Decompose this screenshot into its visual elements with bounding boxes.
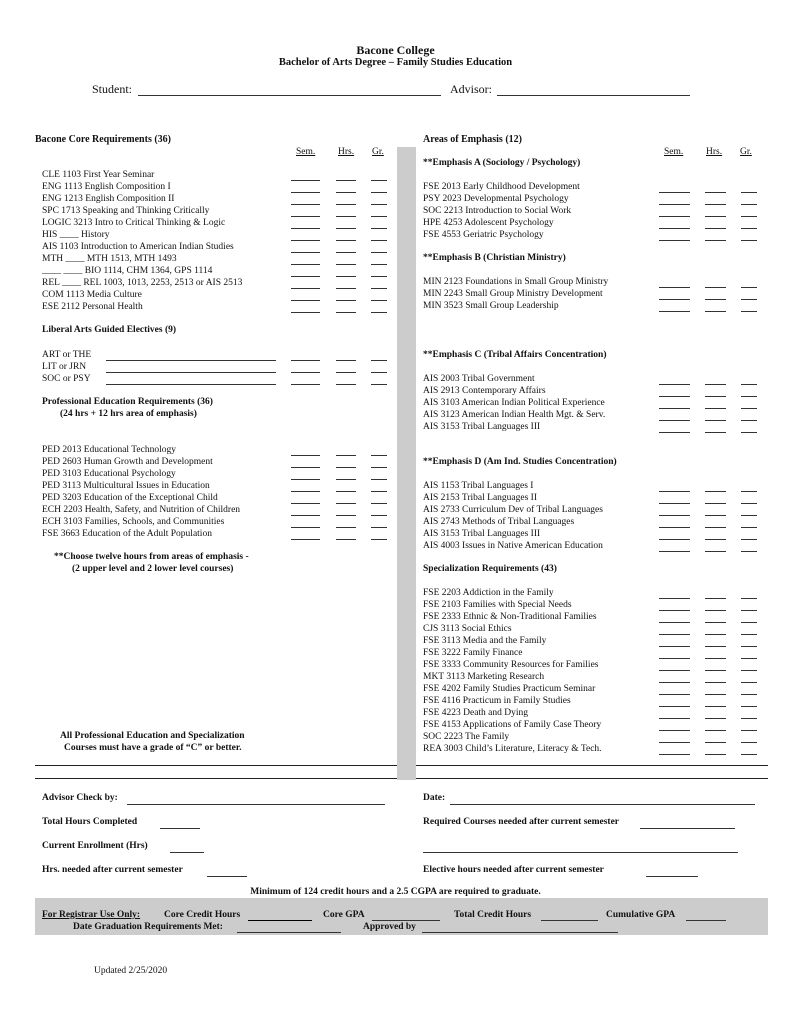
- core-gpa-label: Core GPA: [323, 910, 365, 920]
- emphasis-d-row: AIS 2743 Methods of Tribal Languages: [423, 517, 575, 527]
- elective-hours-label: Elective hours needed after current semester: [423, 865, 604, 875]
- specialization-heading: Specialization Requirements (43): [423, 564, 557, 574]
- rule-2-left: [35, 778, 397, 779]
- hrs-blank[interactable]: [705, 730, 726, 731]
- sem-blank[interactable]: [659, 515, 690, 516]
- specialization-row: SOC 2223 The Family: [423, 732, 510, 742]
- hrs-blank[interactable]: [336, 539, 356, 540]
- core-course-row: ENG 1113 English Composition I: [42, 182, 171, 192]
- sem-blank[interactable]: [659, 646, 690, 647]
- sem-blank[interactable]: [291, 204, 320, 205]
- gr-blank[interactable]: [741, 192, 757, 193]
- gr-blank[interactable]: [371, 240, 387, 241]
- hrs-blank[interactable]: [705, 192, 726, 193]
- hrs-blank[interactable]: [336, 384, 356, 385]
- date-field[interactable]: [450, 804, 755, 805]
- gr-blank[interactable]: [741, 503, 757, 504]
- hrs-blank[interactable]: [705, 287, 726, 288]
- degree-subtitle: Bachelor of Arts Degree – Family Studies Education: [278, 57, 513, 68]
- student-field[interactable]: [138, 95, 441, 96]
- date-met-label: Date Graduation Requirements Met:: [73, 922, 223, 932]
- sem-blank[interactable]: [291, 372, 320, 373]
- sem-blank[interactable]: [291, 515, 320, 516]
- hrs-blank[interactable]: [705, 503, 726, 504]
- choose-note-2: (2 upper level and 2 lower level courses): [72, 564, 234, 574]
- sem-blank[interactable]: [659, 491, 690, 492]
- gr-blank[interactable]: [371, 491, 387, 492]
- core-course-row: ESE 2112 Personal Health: [42, 302, 143, 312]
- core-credit-label: Core Credit Hours: [164, 910, 241, 920]
- core-gpa-field[interactable]: [372, 920, 440, 921]
- emphasis-a-row: PSY 2023 Developmental Psychology: [423, 194, 569, 204]
- hrs-blank[interactable]: [336, 515, 356, 516]
- specialization-row: FSE 4153 Applications of Family Case Theory: [423, 720, 602, 730]
- hrs-blank[interactable]: [336, 312, 356, 313]
- hrs-blank[interactable]: [336, 252, 356, 253]
- hrs-blank[interactable]: [705, 610, 726, 611]
- liberal-elective-row: LIT or JRN: [42, 362, 87, 372]
- core-heading: Bacone Core Requirements (36): [35, 134, 171, 145]
- right-hrs-header: Hrs.: [706, 147, 723, 157]
- gr-blank[interactable]: [741, 299, 757, 300]
- advisor-check-label: Advisor Check by:: [42, 793, 118, 803]
- total-hours-field[interactable]: [160, 828, 200, 829]
- required-courses-field[interactable]: [640, 828, 735, 829]
- sem-blank[interactable]: [659, 634, 690, 635]
- minimum-requirement-note: Minimum of 124 credit hours and a 2.5 CGPA are required to graduate.: [250, 887, 541, 897]
- gr-blank[interactable]: [741, 742, 757, 743]
- gr-blank[interactable]: [741, 718, 757, 719]
- total-credit-field[interactable]: [541, 920, 598, 921]
- sem-blank[interactable]: [659, 432, 690, 433]
- sem-blank[interactable]: [291, 240, 320, 241]
- profed-course-row: PED 3203 Education of the Exceptional Child: [42, 493, 218, 503]
- hrs-blank[interactable]: [705, 515, 726, 516]
- gr-blank[interactable]: [371, 455, 387, 456]
- specialization-row: FSE 2203 Addiction in the Family: [423, 588, 554, 598]
- sem-blank[interactable]: [291, 455, 320, 456]
- gr-blank[interactable]: [741, 598, 757, 599]
- emphasis-d-row: AIS 2153 Tribal Languages II: [423, 493, 537, 503]
- gr-blank[interactable]: [741, 610, 757, 611]
- sem-blank[interactable]: [659, 503, 690, 504]
- emphasis-d-row: AIS 2733 Curriculum Dev of Tribal Languages: [423, 505, 603, 515]
- emphasis-c-title: **Emphasis C (Tribal Affairs Concentration): [423, 350, 607, 360]
- hrs-blank[interactable]: [705, 491, 726, 492]
- hrs-blank[interactable]: [336, 216, 356, 217]
- hrs-blank[interactable]: [705, 706, 726, 707]
- sem-blank[interactable]: [291, 503, 320, 504]
- gr-blank[interactable]: [371, 204, 387, 205]
- gr-blank[interactable]: [371, 288, 387, 289]
- sem-blank[interactable]: [291, 216, 320, 217]
- hrs-blank[interactable]: [336, 372, 356, 373]
- elective-hours-field[interactable]: [646, 876, 698, 877]
- hrs-blank[interactable]: [705, 682, 726, 683]
- emphasis-a-row: HPE 4253 Adolescent Psychology: [423, 218, 554, 228]
- emphasis-d-title: **Emphasis D (Am Ind. Studies Concentration): [423, 457, 617, 467]
- emphasis-heading: Areas of Emphasis (12): [423, 134, 522, 145]
- hrs-blank[interactable]: [705, 384, 726, 385]
- specialization-row: FSE 4202 Family Studies Practicum Seminar: [423, 684, 596, 694]
- sem-blank[interactable]: [291, 300, 320, 301]
- gr-blank[interactable]: [741, 396, 757, 397]
- rule-1-left: [35, 765, 397, 766]
- core-credit-field[interactable]: [248, 920, 312, 921]
- gr-blank[interactable]: [741, 646, 757, 647]
- emphasis-b-title: **Emphasis B (Christian Ministry): [423, 253, 566, 263]
- left-gr-header: Gr.: [372, 147, 384, 157]
- hrs-blank[interactable]: [705, 432, 726, 433]
- emphasis-d-row: AIS 1153 Tribal Languages I: [423, 481, 534, 491]
- emphasis-b-row: MIN 2243 Small Group Ministry Development: [423, 289, 603, 299]
- gr-blank[interactable]: [741, 287, 757, 288]
- sem-blank[interactable]: [291, 312, 320, 313]
- hrs-blank[interactable]: [705, 299, 726, 300]
- emphasis-a-row: FSE 2013 Early Childhood Development: [423, 182, 580, 192]
- sem-blank[interactable]: [291, 264, 320, 265]
- hrs-blank[interactable]: [336, 491, 356, 492]
- column-divider: [397, 147, 416, 780]
- sem-blank[interactable]: [659, 204, 690, 205]
- gr-blank[interactable]: [741, 408, 757, 409]
- sem-blank[interactable]: [291, 467, 320, 468]
- hrs-blank[interactable]: [705, 539, 726, 540]
- hrs-blank[interactable]: [336, 467, 356, 468]
- core-course-row: MTH ____ MTH 1513, MTH 1493: [42, 254, 177, 264]
- sem-blank[interactable]: [291, 479, 320, 480]
- rule-1-right: [416, 765, 768, 766]
- profed-course-row: ECH 2203 Health, Safety, and Nutrition of Children: [42, 505, 241, 515]
- gr-blank[interactable]: [741, 706, 757, 707]
- gr-blank[interactable]: [371, 539, 387, 540]
- gr-blank[interactable]: [371, 312, 387, 313]
- gr-blank[interactable]: [371, 216, 387, 217]
- grade-note-2: Courses must have a grade of “C” or better.: [64, 743, 242, 753]
- gr-blank[interactable]: [741, 216, 757, 217]
- sem-blank[interactable]: [291, 527, 320, 528]
- sem-blank[interactable]: [659, 228, 690, 229]
- sem-blank[interactable]: [659, 658, 690, 659]
- specialization-row: FSE 4116 Practicum in Family Studies: [423, 696, 571, 706]
- emphasis-c-row: AIS 2003 Tribal Government: [423, 374, 535, 384]
- hrs-blank[interactable]: [705, 311, 726, 312]
- sem-blank[interactable]: [659, 622, 690, 623]
- hrs-blank[interactable]: [705, 551, 726, 552]
- gr-blank[interactable]: [371, 527, 387, 528]
- gr-blank[interactable]: [741, 515, 757, 516]
- left-sem-header: Sem.: [296, 147, 316, 157]
- core-course-row: SPC 1713 Speaking and Thinking Critically: [42, 206, 210, 216]
- gr-blank[interactable]: [741, 311, 757, 312]
- gr-blank[interactable]: [371, 276, 387, 277]
- hrs-blank[interactable]: [705, 216, 726, 217]
- hrs-blank[interactable]: [705, 204, 726, 205]
- specialization-row: REA 3003 Child’s Literature, Literacy & Tech.: [423, 744, 602, 754]
- liberal-elective-row: ART or THE: [42, 350, 92, 360]
- gr-blank[interactable]: [741, 682, 757, 683]
- hrs-blank[interactable]: [336, 204, 356, 205]
- core-course-row: HIS ____ History: [42, 230, 110, 240]
- core-course-row: ____ ____ BIO 1114, CHM 1364, GPS 1114: [42, 266, 213, 276]
- gr-blank[interactable]: [371, 372, 387, 373]
- elective-course-field[interactable]: [106, 384, 276, 385]
- hrs-blank[interactable]: [705, 634, 726, 635]
- sem-blank[interactable]: [659, 299, 690, 300]
- core-course-row: COM 1113 Media Culture: [42, 290, 142, 300]
- core-course-row: AIS 1103 Introduction to American Indian Studies: [42, 242, 234, 252]
- sem-blank[interactable]: [291, 276, 320, 277]
- sem-blank[interactable]: [659, 527, 690, 528]
- sem-blank[interactable]: [291, 360, 320, 361]
- profed-course-row: PED 2013 Educational Technology: [42, 445, 176, 455]
- gr-blank[interactable]: [741, 551, 757, 552]
- gr-blank[interactable]: [741, 491, 757, 492]
- hrs-blank[interactable]: [705, 228, 726, 229]
- core-course-row: LOGIC 3213 Intro to Critical Thinking & Logic: [42, 218, 226, 228]
- gr-blank[interactable]: [371, 192, 387, 193]
- sem-blank[interactable]: [291, 288, 320, 289]
- hrs-blank[interactable]: [705, 598, 726, 599]
- registrar-label: For Registrar Use Only:: [42, 910, 141, 920]
- total-hours-label: Total Hours Completed: [42, 817, 138, 827]
- choose-note-1: **Choose twelve hours from areas of emphasis -: [54, 552, 249, 562]
- sem-blank[interactable]: [291, 539, 320, 540]
- sem-blank[interactable]: [659, 754, 690, 755]
- specialization-row: CJS 3113 Social Ethics: [423, 624, 512, 634]
- specialization-row: FSE 2333 Ethnic & Non-Traditional Families: [423, 612, 597, 622]
- sem-blank[interactable]: [291, 228, 320, 229]
- total-credit-label: Total Credit Hours: [454, 910, 532, 920]
- sem-blank[interactable]: [659, 706, 690, 707]
- hrs-blank[interactable]: [336, 264, 356, 265]
- hrs-needed-field[interactable]: [207, 876, 247, 877]
- emphasis-b-row: MIN 2123 Foundations in Small Group Ministry: [423, 277, 609, 287]
- date-met-field[interactable]: [237, 932, 341, 933]
- gr-blank[interactable]: [741, 539, 757, 540]
- hrs-blank[interactable]: [705, 718, 726, 719]
- gr-blank[interactable]: [741, 527, 757, 528]
- sem-blank[interactable]: [659, 192, 690, 193]
- rule-2-right: [416, 778, 768, 779]
- college-title: Bacone College: [356, 43, 435, 57]
- hrs-blank[interactable]: [336, 527, 356, 528]
- sem-blank[interactable]: [659, 420, 690, 421]
- specialization-row: FSE 3113 Media and the Family: [423, 636, 547, 646]
- gr-blank[interactable]: [371, 384, 387, 385]
- hrs-blank[interactable]: [705, 646, 726, 647]
- required-courses-label: Required Courses needed after current semester: [423, 817, 620, 827]
- student-label: Student:: [92, 82, 133, 96]
- gr-blank[interactable]: [741, 694, 757, 695]
- gr-blank[interactable]: [741, 240, 757, 241]
- hrs-blank[interactable]: [336, 455, 356, 456]
- updated-date: Updated 2/25/2020: [94, 966, 168, 976]
- specialization-row: FSE 3222 Family Finance: [423, 648, 523, 658]
- liberal-heading: Liberal Arts Guided Electives (9): [42, 325, 177, 335]
- sem-blank[interactable]: [659, 539, 690, 540]
- emphasis-c-row: AIS 2913 Contemporary Affairs: [423, 386, 546, 396]
- gr-blank[interactable]: [741, 420, 757, 421]
- specialization-row: FSE 3333 Community Resources for Families: [423, 660, 599, 670]
- grade-note-1: All Professional Education and Specialization: [60, 731, 245, 741]
- sem-blank[interactable]: [291, 252, 320, 253]
- hrs-blank[interactable]: [705, 694, 726, 695]
- left-hrs-header: Hrs.: [338, 147, 355, 157]
- emphasis-d-row: AIS 3153 Tribal Languages III: [423, 529, 541, 539]
- profed-course-row: PED 2603 Human Growth and Development: [42, 457, 213, 467]
- gr-blank[interactable]: [371, 228, 387, 229]
- hrs-blank[interactable]: [705, 622, 726, 623]
- hrs-blank[interactable]: [705, 396, 726, 397]
- hrs-blank[interactable]: [336, 503, 356, 504]
- right-sem-header: Sem.: [664, 147, 684, 157]
- sem-blank[interactable]: [659, 610, 690, 611]
- gr-blank[interactable]: [741, 730, 757, 731]
- sem-blank[interactable]: [659, 408, 690, 409]
- elective-course-field[interactable]: [106, 360, 276, 361]
- hrs-blank[interactable]: [336, 192, 356, 193]
- emphasis-c-row: AIS 3103 American Indian Political Experience: [423, 398, 605, 408]
- profed-course-row: FSE 3663 Education of the Adult Population: [42, 529, 212, 539]
- current-enrollment-label: Current Enrollment (Hrs): [42, 841, 148, 851]
- sem-blank[interactable]: [659, 396, 690, 397]
- sem-blank[interactable]: [659, 240, 690, 241]
- advisor-label: Advisor:: [450, 82, 492, 96]
- gr-blank[interactable]: [371, 479, 387, 480]
- sem-blank[interactable]: [291, 491, 320, 492]
- sem-blank[interactable]: [659, 730, 690, 731]
- gr-blank[interactable]: [741, 634, 757, 635]
- gr-blank[interactable]: [371, 180, 387, 181]
- gr-blank[interactable]: [371, 252, 387, 253]
- sem-blank[interactable]: [659, 694, 690, 695]
- liberal-elective-row: SOC or PSY: [42, 374, 91, 384]
- hrs-blank[interactable]: [336, 479, 356, 480]
- emphasis-c-row: AIS 3123 American Indian Health Mgt. & Serv.: [423, 410, 606, 420]
- hrs-blank[interactable]: [705, 658, 726, 659]
- core-course-row: REL ____ REL 1003, 1013, 2253, 2513 or AIS 2513: [42, 278, 243, 288]
- specialization-row: FSE 4223 Death and Dying: [423, 708, 529, 718]
- gr-blank[interactable]: [371, 264, 387, 265]
- emphasis-a-row: SOC 2213 Introduction to Social Work: [423, 206, 572, 216]
- date-label: Date:: [423, 793, 446, 803]
- sem-blank[interactable]: [659, 216, 690, 217]
- sem-blank[interactable]: [659, 670, 690, 671]
- sem-blank[interactable]: [291, 384, 320, 385]
- sem-blank[interactable]: [659, 311, 690, 312]
- emphasis-c-row: AIS 3153 Tribal Languages III: [423, 422, 541, 432]
- profed-course-row: PED 3113 Multicultural Issues in Education: [42, 481, 210, 491]
- profed-course-row: PED 3103 Educational Psychology: [42, 469, 176, 479]
- gr-blank[interactable]: [741, 622, 757, 623]
- profed-subheading: (24 hrs + 12 hrs area of emphasis): [60, 409, 197, 419]
- hrs-blank[interactable]: [705, 754, 726, 755]
- hrs-blank[interactable]: [705, 240, 726, 241]
- gr-blank[interactable]: [741, 670, 757, 671]
- gr-blank[interactable]: [741, 432, 757, 433]
- emphasis-a-row: FSE 4553 Geriatric Psychology: [423, 230, 544, 240]
- hrs-blank[interactable]: [336, 276, 356, 277]
- hrs-blank[interactable]: [705, 408, 726, 409]
- hrs-blank[interactable]: [336, 300, 356, 301]
- gr-blank[interactable]: [741, 754, 757, 755]
- profed-heading: Professional Education Requirements (36): [42, 397, 213, 407]
- required-courses-line-2[interactable]: [423, 852, 738, 853]
- hrs-blank[interactable]: [705, 742, 726, 743]
- elective-course-field[interactable]: [106, 372, 276, 373]
- advisor-check-field[interactable]: [127, 804, 385, 805]
- gr-blank[interactable]: [371, 503, 387, 504]
- sem-blank[interactable]: [659, 598, 690, 599]
- gr-blank[interactable]: [371, 467, 387, 468]
- gr-blank[interactable]: [371, 300, 387, 301]
- sem-blank[interactable]: [659, 742, 690, 743]
- hrs-blank[interactable]: [336, 228, 356, 229]
- gr-blank[interactable]: [371, 360, 387, 361]
- core-course-row: ENG 1213 English Composition II: [42, 194, 175, 204]
- cumulative-gpa-label: Cumulative GPA: [606, 910, 676, 920]
- gr-blank[interactable]: [741, 384, 757, 385]
- sem-blank[interactable]: [659, 551, 690, 552]
- gr-blank[interactable]: [741, 658, 757, 659]
- emphasis-d-row: AIS 4003 Issues in Native American Education: [423, 541, 603, 551]
- right-gr-header: Gr.: [740, 147, 752, 157]
- hrs-needed-label: Hrs. needed after current semester: [42, 865, 183, 875]
- approved-by-label: Approved by: [363, 922, 416, 932]
- sem-blank[interactable]: [659, 682, 690, 683]
- hrs-blank[interactable]: [705, 420, 726, 421]
- hrs-blank[interactable]: [336, 288, 356, 289]
- gr-blank[interactable]: [371, 515, 387, 516]
- current-enrollment-field[interactable]: [170, 852, 204, 853]
- sem-blank[interactable]: [291, 192, 320, 193]
- hrs-blank[interactable]: [705, 670, 726, 671]
- hrs-blank[interactable]: [336, 180, 356, 181]
- specialization-row: MKT 3113 Marketing Research: [423, 672, 545, 682]
- core-course-row: CLE 1103 First Year Seminar: [42, 170, 155, 180]
- emphasis-a-title: **Emphasis A (Sociology / Psychology): [423, 158, 581, 168]
- emphasis-b-row: MIN 3523 Small Group Leadership: [423, 301, 559, 311]
- hrs-blank[interactable]: [336, 240, 356, 241]
- sem-blank[interactable]: [659, 287, 690, 288]
- gr-blank[interactable]: [741, 204, 757, 205]
- advisor-field[interactable]: [497, 95, 690, 96]
- hrs-blank[interactable]: [336, 360, 356, 361]
- specialization-row: FSE 2103 Families with Special Needs: [423, 600, 572, 610]
- gr-blank[interactable]: [741, 228, 757, 229]
- sem-blank[interactable]: [659, 718, 690, 719]
- profed-course-row: ECH 3103 Families, Schools, and Communities: [42, 517, 225, 527]
- sem-blank[interactable]: [659, 384, 690, 385]
- hrs-blank[interactable]: [705, 527, 726, 528]
- cumulative-gpa-field[interactable]: [686, 920, 726, 921]
- sem-blank[interactable]: [291, 180, 320, 181]
- approved-by-field[interactable]: [422, 932, 618, 933]
